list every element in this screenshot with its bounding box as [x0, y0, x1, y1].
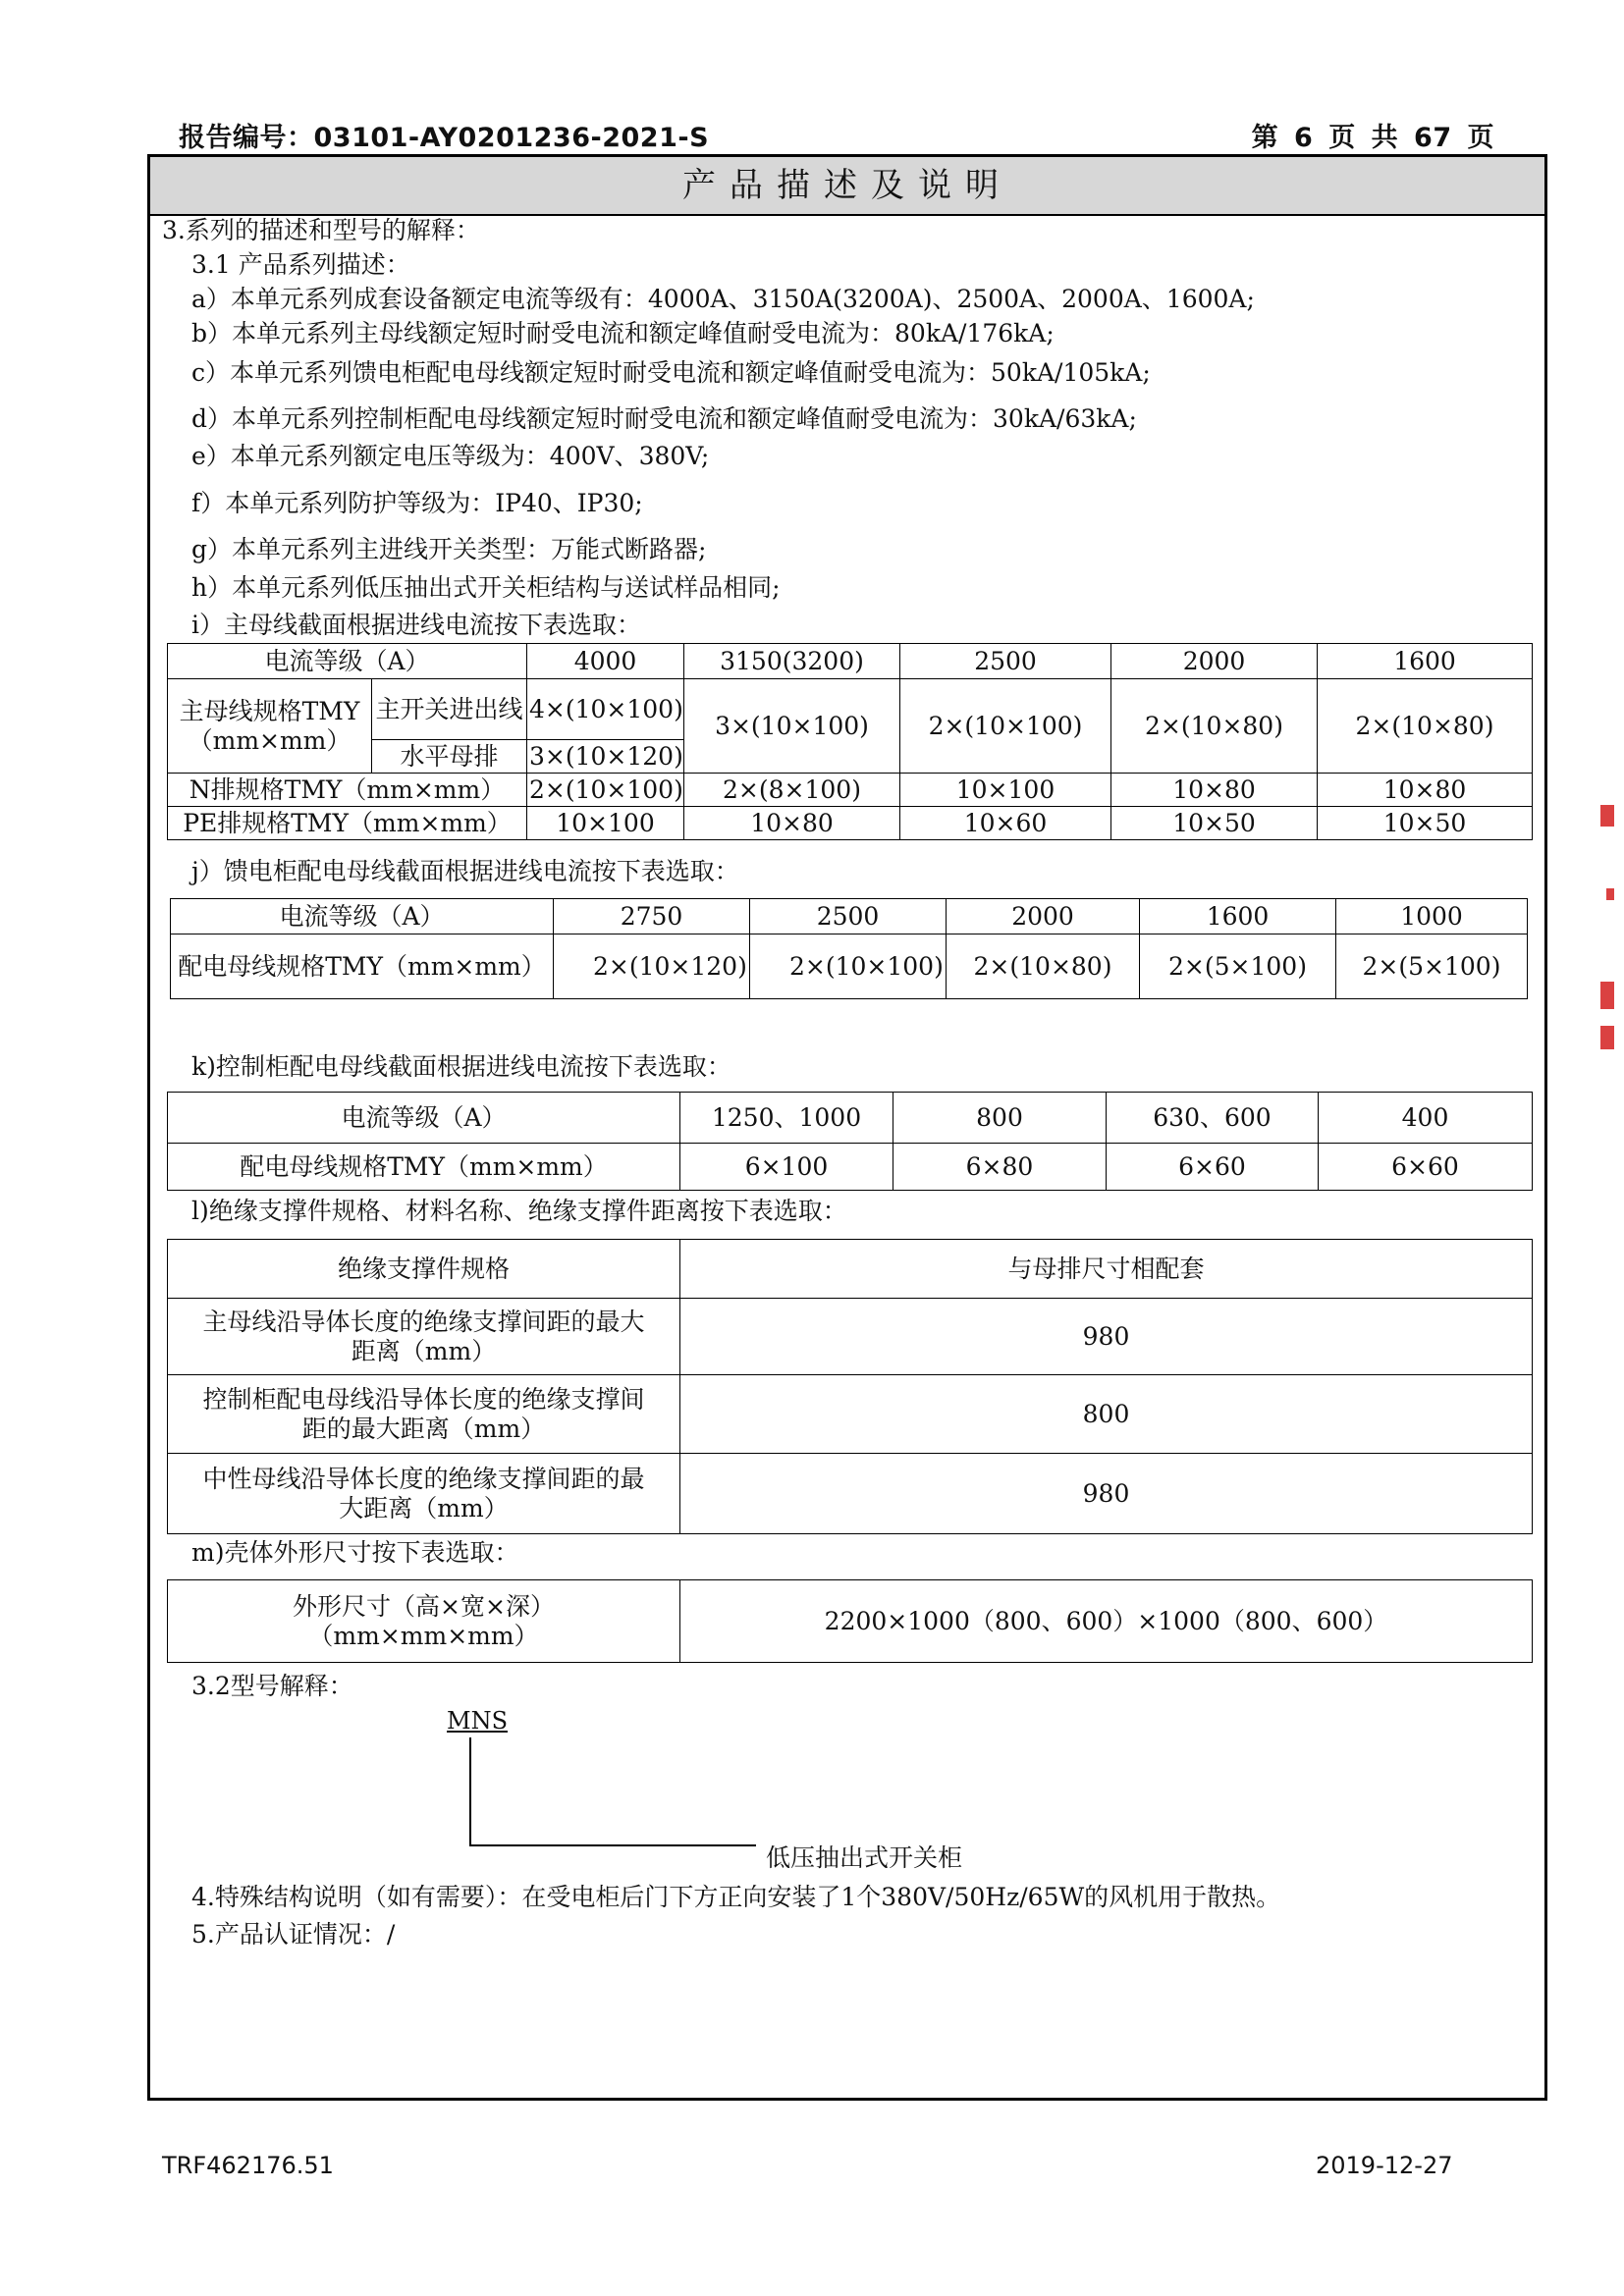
table-j-current: 2500 — [750, 899, 947, 934]
table-j-current: 1600 — [1140, 899, 1336, 934]
table-j-current: 1000 — [1336, 899, 1528, 934]
table-i-r1-4000: 4×(10×100) — [527, 679, 684, 740]
line-a: a）本单元系列成套设备额定电流等级有：4000A、3150A(3200A)、2500A、2000A、1600A; — [191, 285, 1255, 313]
table-l-value: 与母排尺寸相配套 — [680, 1240, 1533, 1299]
page-indicator: 第 6 页 共 67 页 — [1251, 123, 1494, 153]
report-number: 报告编号：03101-AY0201236-2021-S — [179, 123, 710, 153]
table-i-n-label: N排规格TMY（mm×mm） — [168, 774, 527, 807]
table-k-current: 800 — [893, 1093, 1107, 1144]
table-j-current: 2750 — [554, 899, 750, 934]
table-i-r-2500: 2×(10×100) — [900, 679, 1111, 774]
table-j-current: 2000 — [947, 899, 1140, 934]
table-insulator — [167, 1239, 1533, 1534]
seal-mark — [1600, 982, 1614, 1009]
table-k-value: 6×60 — [1107, 1144, 1319, 1191]
heading-s32: 3.2型号解释： — [191, 1672, 353, 1700]
table-i-n-value: 10×80 — [1318, 774, 1533, 807]
line-f: f）本单元系列防护等级为：IP40、IP30; — [191, 489, 643, 517]
table-m-label: 外形尺寸（高×宽×深）（mm×mm×mm） — [168, 1580, 680, 1663]
model-meaning: 低压抽出式开关柜 — [766, 1843, 963, 1872]
table-i-current-1600: 1600 — [1318, 644, 1533, 679]
table-i-n-value: 10×100 — [900, 774, 1111, 807]
table-j-value: 2×(5×100) — [1140, 934, 1336, 999]
seal-mark — [1606, 888, 1614, 900]
table-feeder-busbar — [170, 898, 1528, 999]
table-control-busbar — [167, 1092, 1533, 1191]
table-i-n-value: 2×(8×100) — [684, 774, 900, 807]
table-i-n-value: 2×(10×100) — [527, 774, 684, 807]
table-i-pe-value: 10×60 — [900, 807, 1111, 840]
table-k-head-label: 电流等级（A） — [168, 1093, 680, 1144]
table-k-value: 6×80 — [893, 1144, 1107, 1191]
table-i-pe-value: 10×100 — [527, 807, 684, 840]
table-i-pe-label: PE排规格TMY（mm×mm） — [168, 807, 527, 840]
table-j-value: 2×(10×80) — [947, 934, 1140, 999]
table-l-value: 980 — [680, 1454, 1533, 1534]
table-k-row-label: 配电母线规格TMY（mm×mm） — [168, 1144, 680, 1191]
line-c: c）本单元系列馈电柜配电母线额定短时耐受电流和额定峰值耐受电流为：50kA/105kA; — [191, 358, 1151, 387]
table-k-current: 1250、1000 — [680, 1093, 893, 1144]
table-i-r-3150: 3×(10×100) — [684, 679, 900, 774]
model-code: MNS — [447, 1707, 509, 1735]
line-j: j）馈电柜配电母线截面根据进线电流按下表选取： — [191, 857, 739, 885]
line-s5: 5.产品认证情况：/ — [191, 1920, 396, 1949]
table-j-value: 2×(10×120) — [554, 934, 750, 999]
table-i-pe-value: 10×80 — [684, 807, 900, 840]
table-i-r-2000: 2×(10×80) — [1111, 679, 1318, 774]
table-i-r2-4000: 3×(10×120) — [527, 740, 684, 774]
table-l-label: 中性母线沿导体长度的绝缘支撑间距的最大距离（mm） — [168, 1454, 680, 1534]
table-k-current: 630、600 — [1107, 1093, 1319, 1144]
section-title: 产品描述及说明 — [150, 157, 1544, 216]
model-leader-line — [461, 1737, 756, 1855]
line-i: i）主母线截面根据进线电流按下表选取： — [191, 611, 641, 639]
seal-mark — [1600, 1026, 1614, 1049]
table-i-current-2500: 2500 — [900, 644, 1111, 679]
table-i-pe-value: 10×50 — [1318, 807, 1533, 840]
footer-form-number: TRF462176.51 — [162, 2152, 334, 2179]
heading-s31: 3.1 产品系列描述： — [191, 250, 410, 279]
line-s4: 4.特殊结构说明（如有需要）：在受电柜后门下方正向安装了1个380V/50Hz/65W的风机用于散热。 — [191, 1883, 1281, 1911]
table-k-value: 6×60 — [1319, 1144, 1533, 1191]
table-l-label: 控制柜配电母线沿导体长度的绝缘支撑间距的最大距离（mm） — [168, 1375, 680, 1454]
line-k: k)控制柜配电母线截面根据进线电流按下表选取： — [191, 1052, 731, 1081]
table-m-value: 2200×1000（800、600）×1000（800、600） — [680, 1580, 1533, 1663]
seal-mark — [1600, 805, 1614, 827]
table-i-pe-value: 10×50 — [1111, 807, 1318, 840]
line-d: d）本单元系列控制柜配电母线额定短时耐受电流和额定峰值耐受电流为：30kA/63kA; — [191, 404, 1137, 433]
table-i-head-label: 电流等级（A） — [168, 644, 527, 679]
line-m: m)壳体外形尺寸按下表选取： — [191, 1538, 519, 1567]
table-main-busbar — [167, 643, 1533, 840]
table-i-n-value: 10×80 — [1111, 774, 1318, 807]
line-b: b）本单元系列主母线额定短时耐受电流和额定峰值耐受电流为：80kA/176kA; — [191, 319, 1055, 347]
line-g: g）本单元系列主进线开关类型：万能式断路器; — [191, 535, 707, 563]
line-e: e）本单元系列额定电压等级为：400V、380V; — [191, 442, 710, 470]
table-i-sub1-label: 主开关进出线 — [372, 679, 527, 740]
table-j-head-label: 电流等级（A） — [171, 899, 554, 934]
table-i-r-1600: 2×(10×80) — [1318, 679, 1533, 774]
table-l-label: 绝缘支撑件规格 — [168, 1240, 680, 1299]
table-i-sub2-label: 水平母排 — [372, 740, 527, 774]
line-l: l)绝缘支撑件规格、材料名称、绝缘支撑件距离按下表选取： — [191, 1197, 847, 1225]
table-k-current: 400 — [1319, 1093, 1533, 1144]
table-k-value: 6×100 — [680, 1144, 893, 1191]
table-i-current-3150: 3150(3200) — [684, 644, 900, 679]
table-i-main-label: 主母线规格TMY（mm×mm） — [168, 679, 372, 774]
table-l-value: 980 — [680, 1299, 1533, 1375]
table-j-value: 2×(5×100) — [1336, 934, 1528, 999]
table-l-value: 800 — [680, 1375, 1533, 1454]
footer-date: 2019-12-27 — [1316, 2152, 1453, 2179]
line-h: h）本单元系列低压抽出式开关柜结构与送试样品相同; — [191, 573, 781, 602]
table-j-value: 2×(10×100) — [750, 934, 947, 999]
table-i-current-2000: 2000 — [1111, 644, 1318, 679]
table-l-label: 主母线沿导体长度的绝缘支撑间距的最大距离（mm） — [168, 1299, 680, 1375]
table-enclosure — [167, 1579, 1533, 1663]
table-j-row-label: 配电母线规格TMY（mm×mm） — [171, 934, 554, 999]
table-i-current-4000: 4000 — [527, 644, 684, 679]
heading-s3: 3.系列的描述和型号的解释： — [162, 216, 480, 244]
